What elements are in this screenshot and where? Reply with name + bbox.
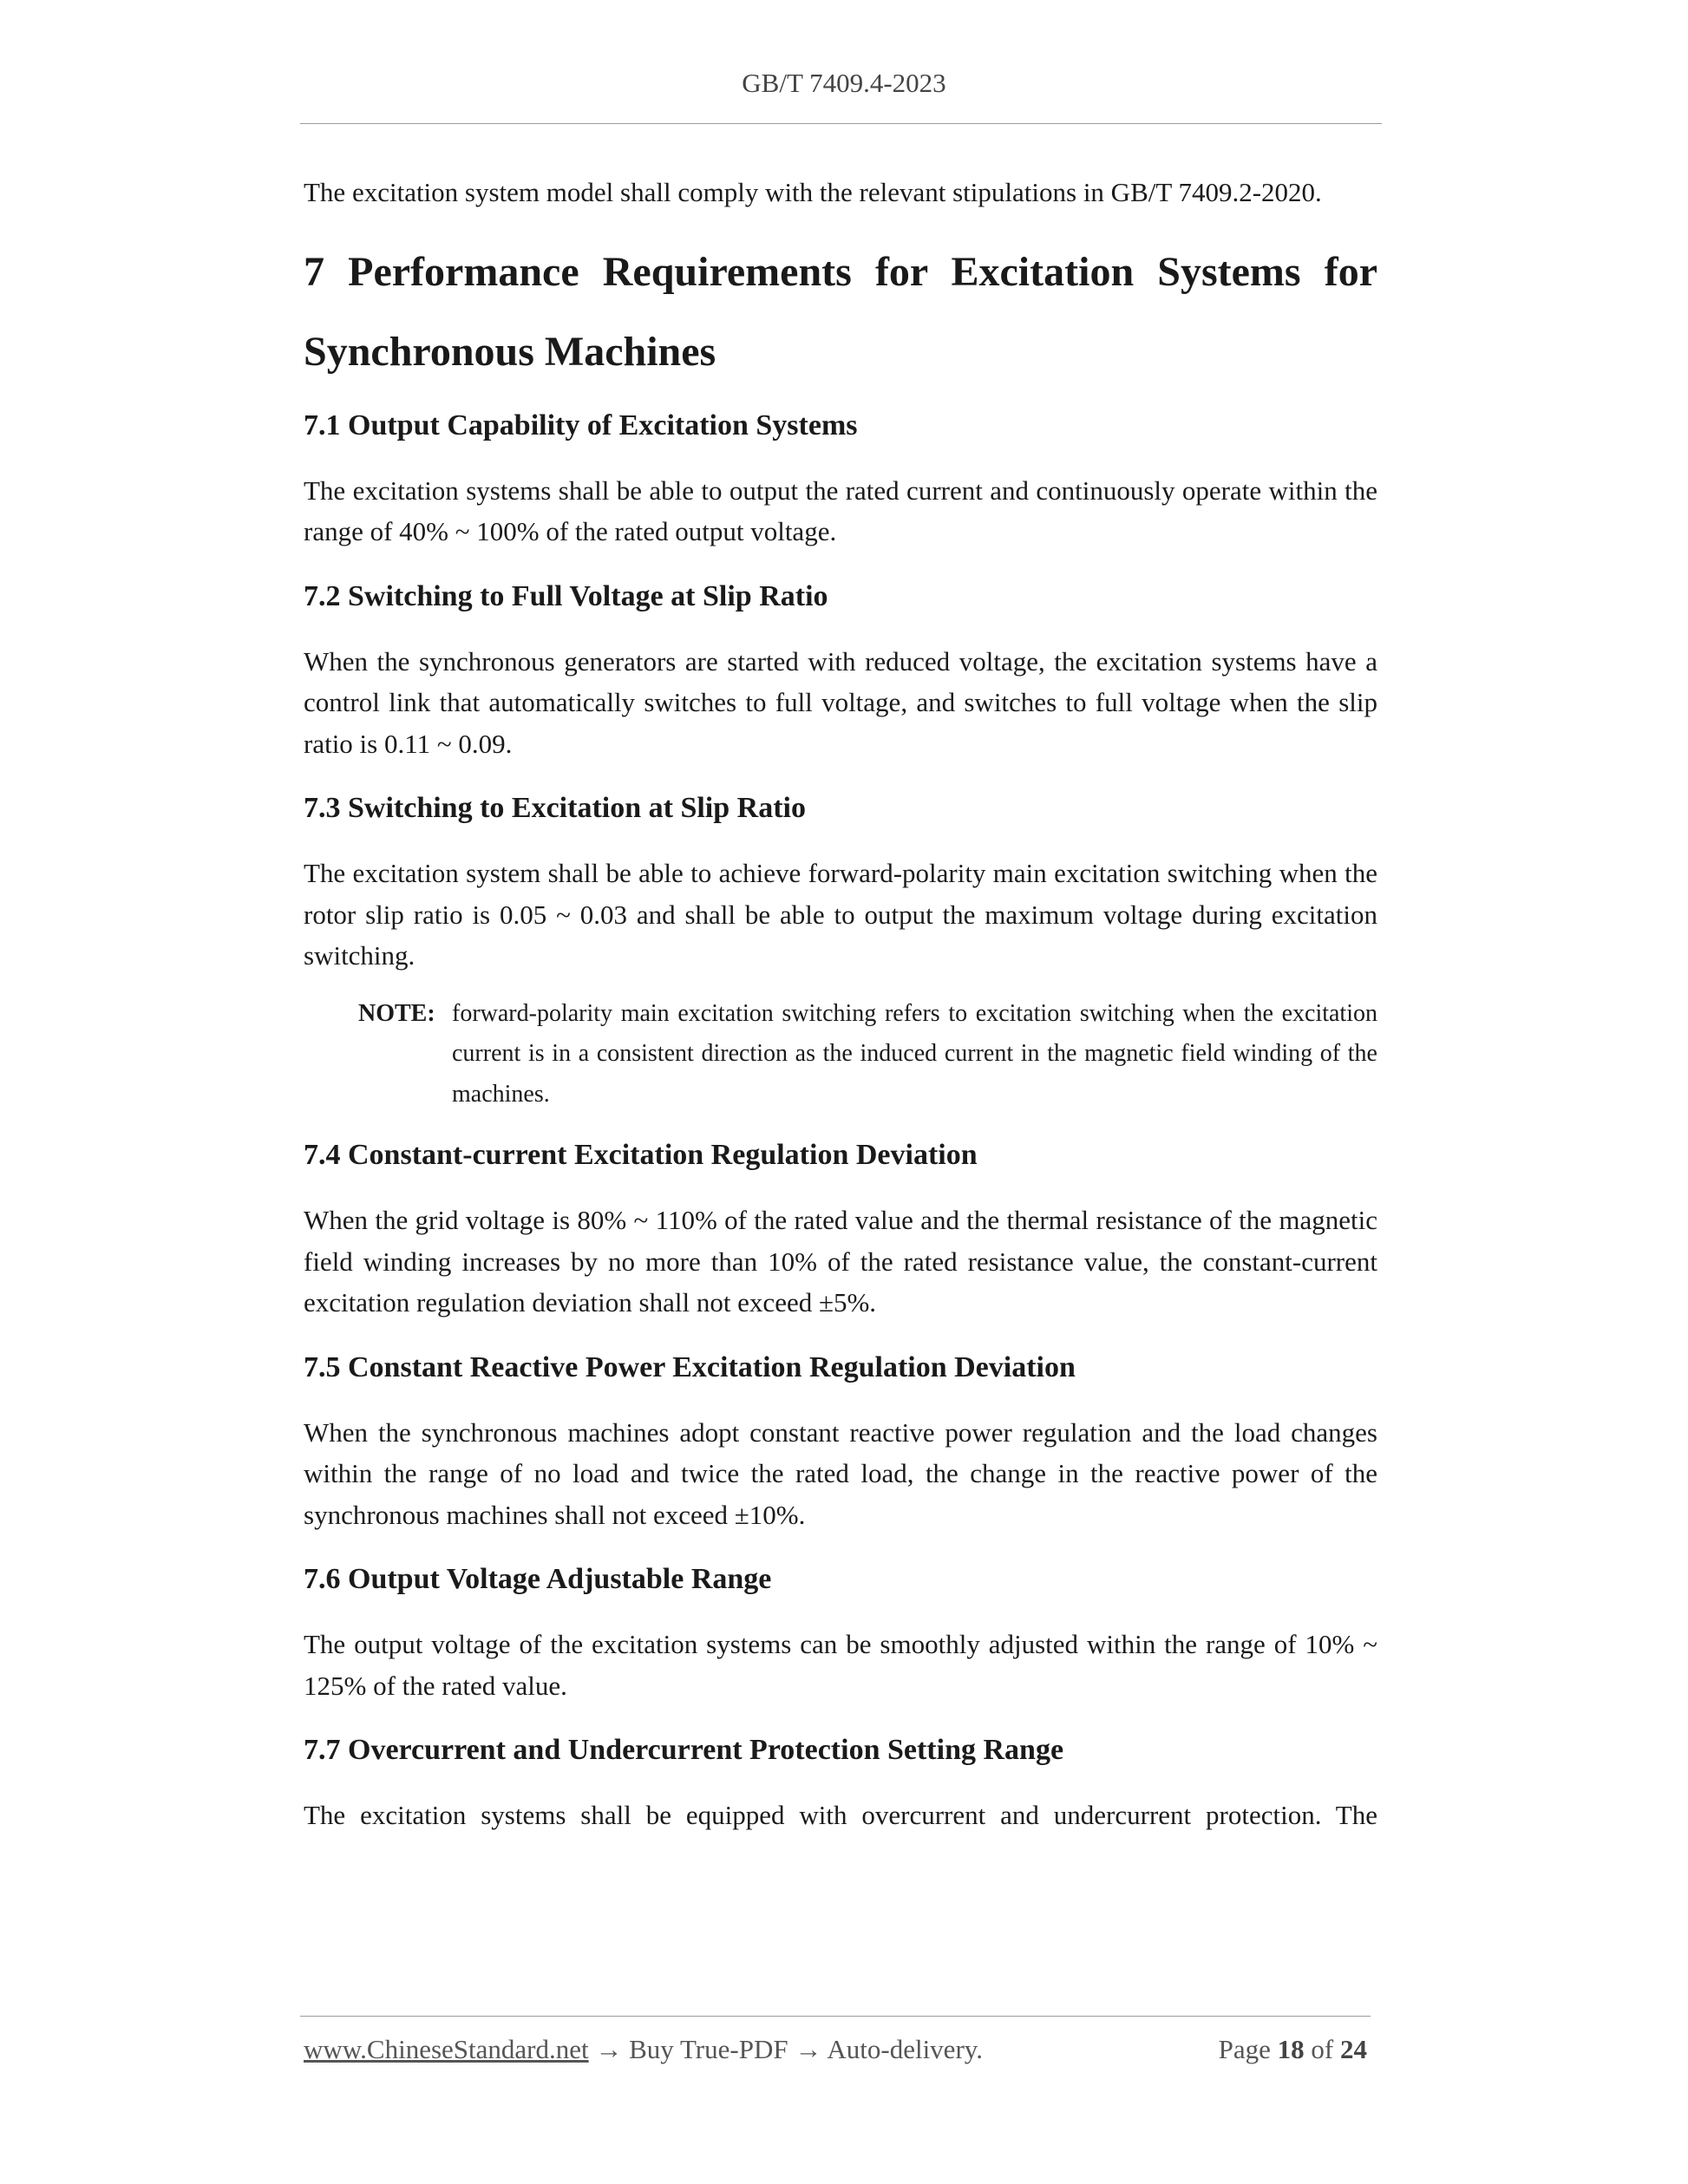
section-text-7-2: When the synchronous generators are started with reduced voltage, the excitation systems have a control link that automatically switches to full voltage, and switches to full voltage when the slip ratio is 0.11 ~ 0.09. xyxy=(304,645,1377,759)
chinesestandard-link[interactable]: www.ChineseStandard.net xyxy=(304,2034,589,2064)
section-heading-7-6: 7.6 Output Voltage Adjustable Range xyxy=(304,1563,772,1595)
section-heading-7-1: 7.1 Output Capability of Excitation Systems xyxy=(304,409,858,441)
section-heading-7-4: 7.4 Constant-current Excitation Regulation Deviation xyxy=(304,1139,978,1171)
footer-divider xyxy=(300,2016,1371,2017)
section-text-7-6: The output voltage of the excitation systems can be smoothly adjusted within the range of 10% ~ 125% of the rated value. xyxy=(304,1629,1377,1701)
page-indicator xyxy=(1219,2034,1367,2065)
section-text-7-7: The excitation systems shall be equipped with overcurrent and undercurrent protection. The xyxy=(304,1800,1377,1830)
section-text-7-3: The excitation system shall be able to achieve forward-polarity main excitation switching when the rotor slip ratio is 0.05 ~ 0.03 and shall be able to output the maximum voltage during excitation switching. xyxy=(304,858,1377,971)
section-text-7-4: When the grid voltage is 80% ~ 110% of the rated value and the thermal resistance of the magnetic field winding increases by no more than 10% of the rated resistance value, the constant-current excitation regulation deviation shall not exceed ±5%. xyxy=(304,1205,1377,1318)
section-text-7-1: The excitation systems shall be able to output the rated current and continuously operate within the range of 40% ~ 100% of the rated output voltage. xyxy=(304,474,1377,546)
document-code-header: GB/T 7409.4-2023 xyxy=(742,68,946,98)
section-heading-7-3: 7.3 Switching to Excitation at Slip Ratio xyxy=(304,792,806,824)
section-heading-7-7: 7.7 Overcurrent and Undercurrent Protection Setting Range xyxy=(304,1734,1064,1766)
page-number: 18 xyxy=(1277,2034,1305,2064)
chapter-title: 7 Performance Requirements for Excitation Systems for Synchronous Machines xyxy=(304,248,1377,375)
footer-trail: → Buy True-PDF → Auto-delivery. xyxy=(595,2034,983,2064)
note-label: NOTE: xyxy=(358,999,435,1027)
page-total: 24 xyxy=(1340,2034,1367,2064)
footer-promo xyxy=(304,2034,983,2065)
section-heading-7-2: 7.2 Switching to Full Voltage at Slip Ratio xyxy=(304,579,828,612)
note-block xyxy=(358,994,1377,1115)
note-text: forward-polarity main excitation switching refers to excitation switching when the excitation current is in a consistent direction as the induced current in the magnetic field winding of the machines. xyxy=(452,999,1377,1108)
intro-paragraph: The excitation system model shall comply with the relevant stipulations in GB/T 7409.2-2020. xyxy=(304,177,1322,207)
page-content xyxy=(304,172,1377,1836)
page-label: Page xyxy=(1218,2034,1271,2064)
header-divider xyxy=(300,123,1382,124)
section-text-7-5: When the synchronous machines adopt constant reactive power regulation and the load changes within the range of no load and twice the rated load, the change in the reactive power of the synchronous machines shall not exceed ±10%. xyxy=(304,1416,1377,1530)
section-heading-7-5: 7.5 Constant Reactive Power Excitation Regulation Deviation xyxy=(304,1350,1076,1383)
of-label: of xyxy=(1311,2034,1334,2064)
